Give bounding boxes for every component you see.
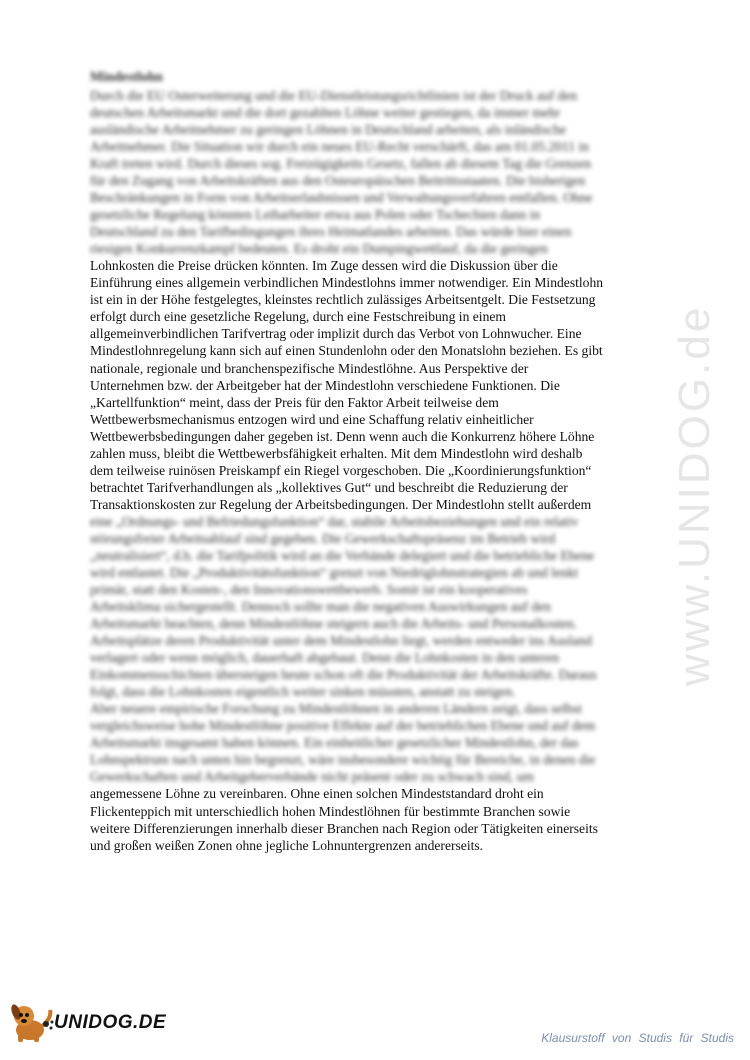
- dog-mascot-icon: [6, 998, 60, 1046]
- blurred-section-middle: [90, 513, 650, 785]
- text-line: störungsfreier Arbeitsablauf sind gegeben. Die Gewerkschaftspräsenz im Betrieb wird: [90, 531, 556, 547]
- text-line: riesigen Konkurrenzkampf bedeuten. Es droht ein Dumpingwettlauf, da die geringen: [90, 241, 548, 256]
- text-line: Arbeitsmarkt beachten, denn Mindestlöhne steigern auch die Arbeits- und Personalkosten.: [90, 616, 578, 632]
- document-body: [90, 68, 650, 854]
- text-line: Lohnspektrum nach unten hin begrenzt, wäre insbesondere wichtig für Bereiche, in denen die: [90, 752, 596, 768]
- text-line: Transaktionskosten zur Regelung der Arbeitsbedingungen. Der Mindestlohn stellt außerdem: [90, 497, 592, 513]
- text-line: Lohnkosten die Preise drücken könnten. Im Zuge dessen wird die Diskussion über die: [90, 258, 558, 273]
- watermark: www.UNIDOG.de: [670, 304, 719, 686]
- text-line: Flickenteppich mit unterschiedlich hohen Mindestlöhnen für bestimmte Branchen sowie: [90, 803, 571, 819]
- text-line: ist ein in der Höhe festgelegtes, kleinstes rechtlich zulässiges Arbeitsentgelt. Die Festsetzung: [90, 292, 596, 308]
- text-line: Mindestlohnregelung kann sich auf einen Stundenlohn oder den Monatslohn beziehen. Es gibt: [90, 343, 603, 359]
- blurred-section-top: [90, 87, 650, 257]
- text-line: Kraft treten wird. Durch dieses sog. Freizügigkeits Gesetz, fallen ab diesem Tag die Grenzen: [90, 156, 592, 171]
- text-line: Unternehmen bzw. der Arbeitgeber hat der Mindestlohn verschiedene Funktionen. Die: [90, 377, 560, 393]
- text-line: Wettbewerbsmechanismus entzogen wird und eine Schaffung relativ einheitlicher: [90, 411, 534, 427]
- text-line: wird entlastet. Die „Produktivitätsfunktion“ grenzt von Niedriglohnstrategien ab und lenkt: [90, 565, 579, 581]
- text-line: folgt, dass die Lohnkosten eigentlich weiter sinken müssten, anstatt zu steigen.: [90, 684, 516, 700]
- text-line: betrachtet Tarifverhandlungen als „kollektives Gut“ und beschreibt die Reduzierung der: [90, 480, 568, 496]
- text-line: weitere Differenzierungen innerhalb dieser Branchen nach Region oder Tätigkeiten einerseits: [90, 820, 598, 836]
- text-line: Gewerkschaften und Arbeitgeberverbände nicht präsent oder zu schwach sind, um: [90, 769, 534, 785]
- text-line: erfolgt durch eine gesetzliche Regelung, durch eine Festschreibung in einem: [90, 309, 506, 325]
- text-line: Deutschland zu den Tarifbedingungen ihres Heimatlandes arbeiten. Das würde hier einen: [90, 224, 572, 239]
- text-line: Wettbewerbsbedingungen daher gegeben ist. Denn wenn auch die Konkurrenz höhere Löhne: [90, 428, 595, 444]
- footer-slogan: Klausurstoff von Studis für Studis: [541, 1031, 734, 1045]
- text-line: Einführung eines allgemein verbindlichen Mindestlohns immer notwendiger. Ein Mindestlohn: [90, 275, 604, 291]
- text-line: ausländische Arbeitnehmer zu geringen Löhnen in Deutschland arbeiten, als inländische: [90, 122, 567, 137]
- text-line: dem teilweise ruinösen Preiskampf ein Riegel vorgeschoben. Die „Koordinierungsfunktion“: [90, 463, 592, 479]
- text-line: nationale, regionale und branchenspezifische Mindestlöhne. Aus Perspektive der: [90, 360, 529, 376]
- text-line: und großen weißen Zonen ohne jegliche Lohnuntergrenzen andererseits.: [90, 837, 484, 853]
- document-title: Mindestlohn: [90, 69, 163, 84]
- text-line: Durch die EU Osterweiterung und die EU-Dienstleistungsrichtlinien ist der Druck auf den: [90, 88, 577, 103]
- text-line: Aber neuere empirische Forschung zu Mindestlöhnen in anderen Ländern zeigt, dass selbst: [90, 701, 582, 717]
- logo-text: UNIDOG.DE: [54, 1012, 167, 1033]
- text-line: deutschen Arbeitsmarkt und die dort gezahlten Löhne weiter gestiegen, da immer mehr: [90, 105, 561, 120]
- text-line: eine „Ordnungs- und Befriedungsfunktion“ dar, stabile Arbeitsbeziehungen und ein relativ: [90, 514, 579, 530]
- visible-section: [90, 257, 650, 513]
- text-line: vergleichsweise hohe Mindestlöhne positive Effekte auf der betrieblichen Ebene und auf dem: [90, 718, 596, 734]
- text-line: Beschränkungen in Form von Arbeitserlaubnissen und Verwaltungsverfahren entfallen. Ohne: [90, 190, 593, 205]
- text-line: verlagert oder wenn möglich, dauerhaft abgebaut. Denn die Lohnkosten in den unteren: [90, 650, 559, 666]
- text-line: Arbeitsklima sichergestellt. Dennoch sollte man die negativen Auswirkungen auf den: [90, 599, 551, 615]
- text-line: allgemeinverbindlichen Tarifvertrag oder implizit durch das Verbot von Lohnwucher. Eine: [90, 326, 582, 342]
- unidog-logo[interactable]: [6, 998, 166, 1046]
- text-line: zahlen muss, bleibt die Wettbewerbsfähigkeit erhalten. Mit dem Mindestlohn wird deshalb: [90, 446, 583, 462]
- text-line: Arbeitsplätze deren Produktivität unter dem Mindestlohn liegt, werden entweder ins Ausland: [90, 633, 593, 649]
- text-line: für den Zugang von Arbeitskräften aus den Osteuropäischen Beitrittsstaaten. Die bisherigen: [90, 173, 586, 188]
- text-line: „neutralisiert“, d.h. die Tarifpolitik wird an die Verbände delegiert und die betriebliche Ebene: [90, 548, 595, 564]
- text-line: Arbeitsmarkt insgesamt haben können. Ein einheitlicher gesetzlicher Mindestlohn, der das: [90, 735, 579, 751]
- text-line: Arbeitnehmer. Die Situation wir durch ein neues EU-Recht verschärft, das am 01.05.2011 in: [90, 139, 589, 154]
- text-line: Einkommensschichten übersteigen heute schon oft die Produktivität der Arbeitskräfte. Daraus: [90, 667, 597, 683]
- visible-section-bottom: [90, 785, 650, 853]
- text-line: primär, statt den Kosten-, den Innovationswettbewerb. Somit ist ein kooperatives: [90, 582, 528, 598]
- text-line: „Kartellfunktion“ meint, dass der Preis für den Faktor Arbeit teilweise dem: [90, 394, 499, 410]
- text-line: angemessene Löhne zu vereinbaren. Ohne einen solchen Mindeststandard droht ein: [90, 786, 544, 802]
- text-line: gesetzliche Regelung könnten Leiharbeiter etwa aus Polen oder Tschechien dann in: [90, 207, 541, 222]
